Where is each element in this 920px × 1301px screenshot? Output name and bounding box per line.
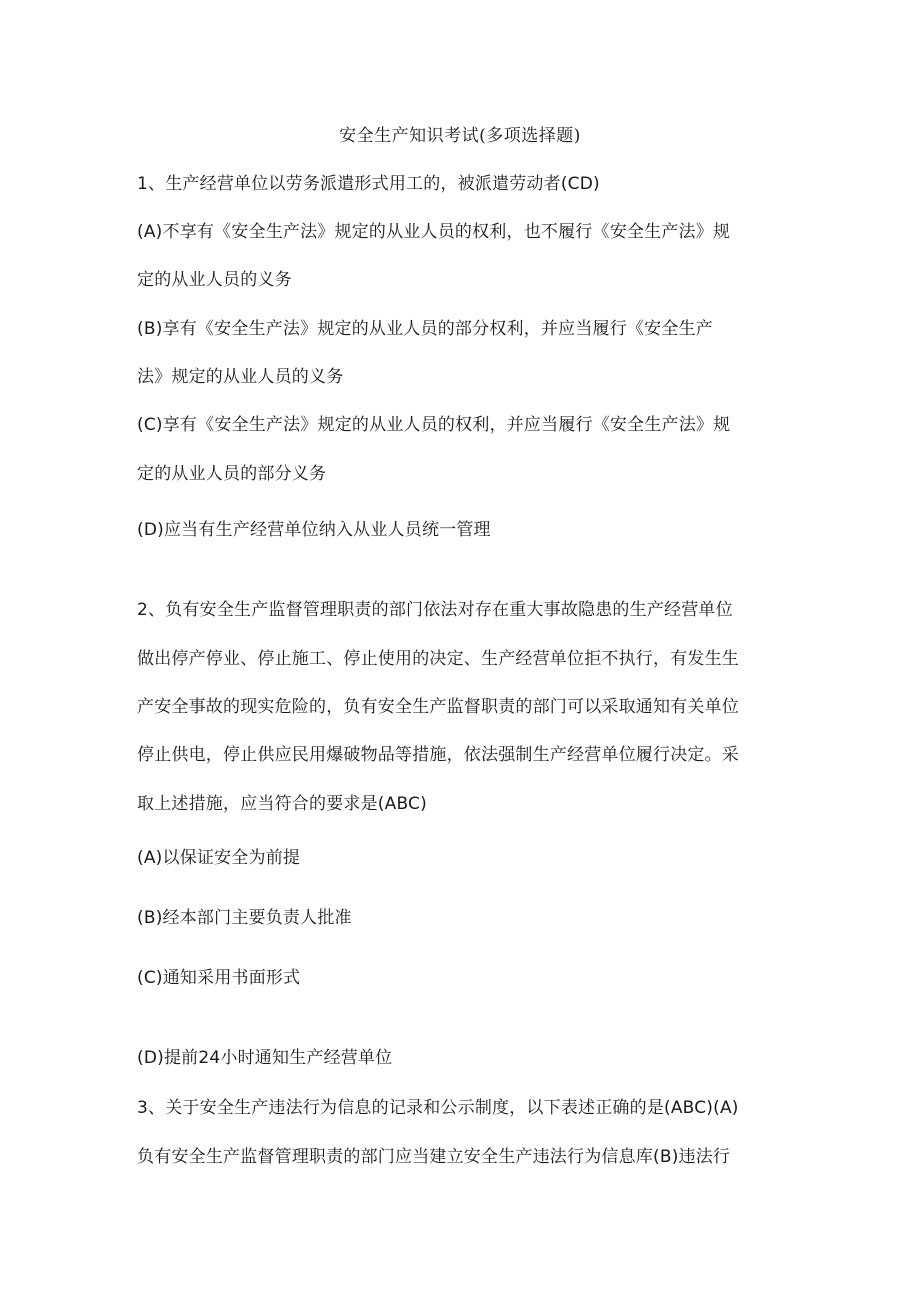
q2-stem-line1: 2、负有安全生产监督管理职责的部门依法对存在重大事故隐患的生产经营单位 [137, 600, 733, 620]
q3-stem-line1: 3、关于安全生产违法行为信息的记录和公示制度，以下表述正确的是(ABC)(A) [137, 1098, 739, 1118]
q2-option-c: (C)通知采用书面形式 [137, 968, 301, 988]
document-title: 安全生产知识考试(多项选择题) [339, 126, 581, 146]
q1-option-a-line2: 定的从业人员的义务 [137, 270, 292, 290]
q1-option-a-line1: (A)不享有《安全生产法》规定的从业人员的权利，也不履行《安全生产法》规 [137, 222, 731, 242]
q2-option-b: (B)经本部门主要负责人批准 [137, 908, 352, 928]
q1-option-d: (D)应当有生产经营单位纳入从业人员统一管理 [137, 520, 491, 540]
q2-stem-line3: 产安全事故的现实危险的，负有安全生产监督职责的部门可以采取通知有关单位 [137, 697, 739, 717]
q2-stem-line4: 停止供电，停止供应民用爆破物品等措施，依法强制生产经营单位履行决定。采 [137, 745, 739, 765]
q1-stem: 1、生产经营单位以劳务派遣形式用工的，被派遣劳动者(CD) [137, 174, 600, 194]
q2-stem-line5: 取上述措施，应当符合的要求是(ABC) [137, 794, 427, 814]
q1-option-b-line2: 法》规定的从业人员的义务 [137, 367, 344, 387]
q1-option-c-line1: (C)享有《安全生产法》规定的从业人员的权利，并应当履行《安全生产法》规 [137, 415, 731, 435]
q1-option-b-line1: (B)享有《安全生产法》规定的从业人员的部分权利，并应当履行《安全生产 [137, 319, 713, 339]
q2-option-a: (A)以保证安全为前提 [137, 848, 301, 868]
q1-option-c-line2: 定的从业人员的部分义务 [137, 464, 327, 484]
q2-option-d: (D)提前24小时通知生产经营单位 [137, 1048, 393, 1068]
q3-stem-line2: 负有安全生产监督管理职责的部门应当建立安全生产违法行为信息库(B)违法行 [137, 1147, 731, 1167]
q2-stem-line2: 做出停产停业、停止施工、停止使用的决定、生产经营单位拒不执行，有发生生 [137, 649, 739, 669]
